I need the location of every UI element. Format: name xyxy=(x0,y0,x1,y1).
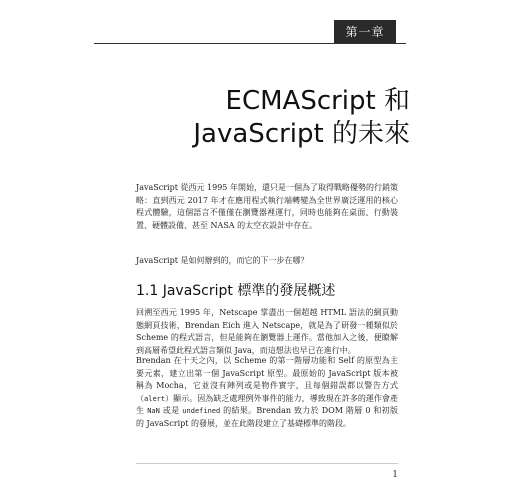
intro-paragraph-2: JavaScript 是如何辦到的，而它的下一步在哪？ xyxy=(136,256,309,265)
section-paragraph-2 xyxy=(136,355,398,430)
code-nan: NaN xyxy=(147,407,160,415)
footer-rule xyxy=(136,463,398,464)
chapter-header-rule xyxy=(94,43,406,44)
paragraph-text: ）顯示。因為缺乏處理例外事件的能力，導致現在許多的運作會產生 xyxy=(136,393,398,415)
chapter-title-line1: ECMAScript 和 xyxy=(225,86,410,117)
chapter-title-line2: JavaScript 的未來 xyxy=(193,119,410,150)
section-paragraph-1: 回溯至西元 1995 年，Netscape 掌盡出一個超越 HTML 語法的網頁動態網頁技術，Brendan Eich 進入 Netscape，就是為了研發一種類似於 Scheme 的程式語言，但是能夠在瀏覽器上運作。當他加入之後，便瞭解到高層希望此程式語言類似 Java，而這想法也早已在進行中。 xyxy=(136,308,398,355)
chapter-title xyxy=(120,85,410,151)
paragraph-text: 的結果。Brendan 致力於 DOM 階層 0 和初版的 JavaScript 的發展，並在此階段建立了基礎標準的階段。 xyxy=(136,406,399,428)
paragraph-text: Brendan 在十天之內，以 Scheme 的第一階層功能和 Self 的原型為主要元素，建立出第一個 JavaScript 原型。最原始的 JavaScript 版本被稱為 Mocha，它並沒有陣列或是物件實字，且每個錯誤都以警告方式（ xyxy=(136,356,398,403)
code-undefined: undefined xyxy=(182,407,221,415)
page-number: 1 xyxy=(392,470,398,480)
section-heading: 1.1 JavaScript 標準的發展概述 xyxy=(136,283,336,299)
paragraph-text: 或是 xyxy=(159,406,183,415)
chapter-label: 第一章 xyxy=(334,20,396,44)
intro-paragraph-1: JavaScript 從西元 1995 年開始，還只是一個為了取得戰略優勢的行銷策略：直到西元 2017 年才在應用程式執行端轉變為全世界廣泛運用的核心程式體驗，這個語言不僅僅在瀏覽器裡運行，同時也能夠在桌面、行動裝置、硬體設備、甚至 NASA 的太空衣設計中存在。 xyxy=(136,183,398,230)
code-alert: alert xyxy=(144,394,166,403)
